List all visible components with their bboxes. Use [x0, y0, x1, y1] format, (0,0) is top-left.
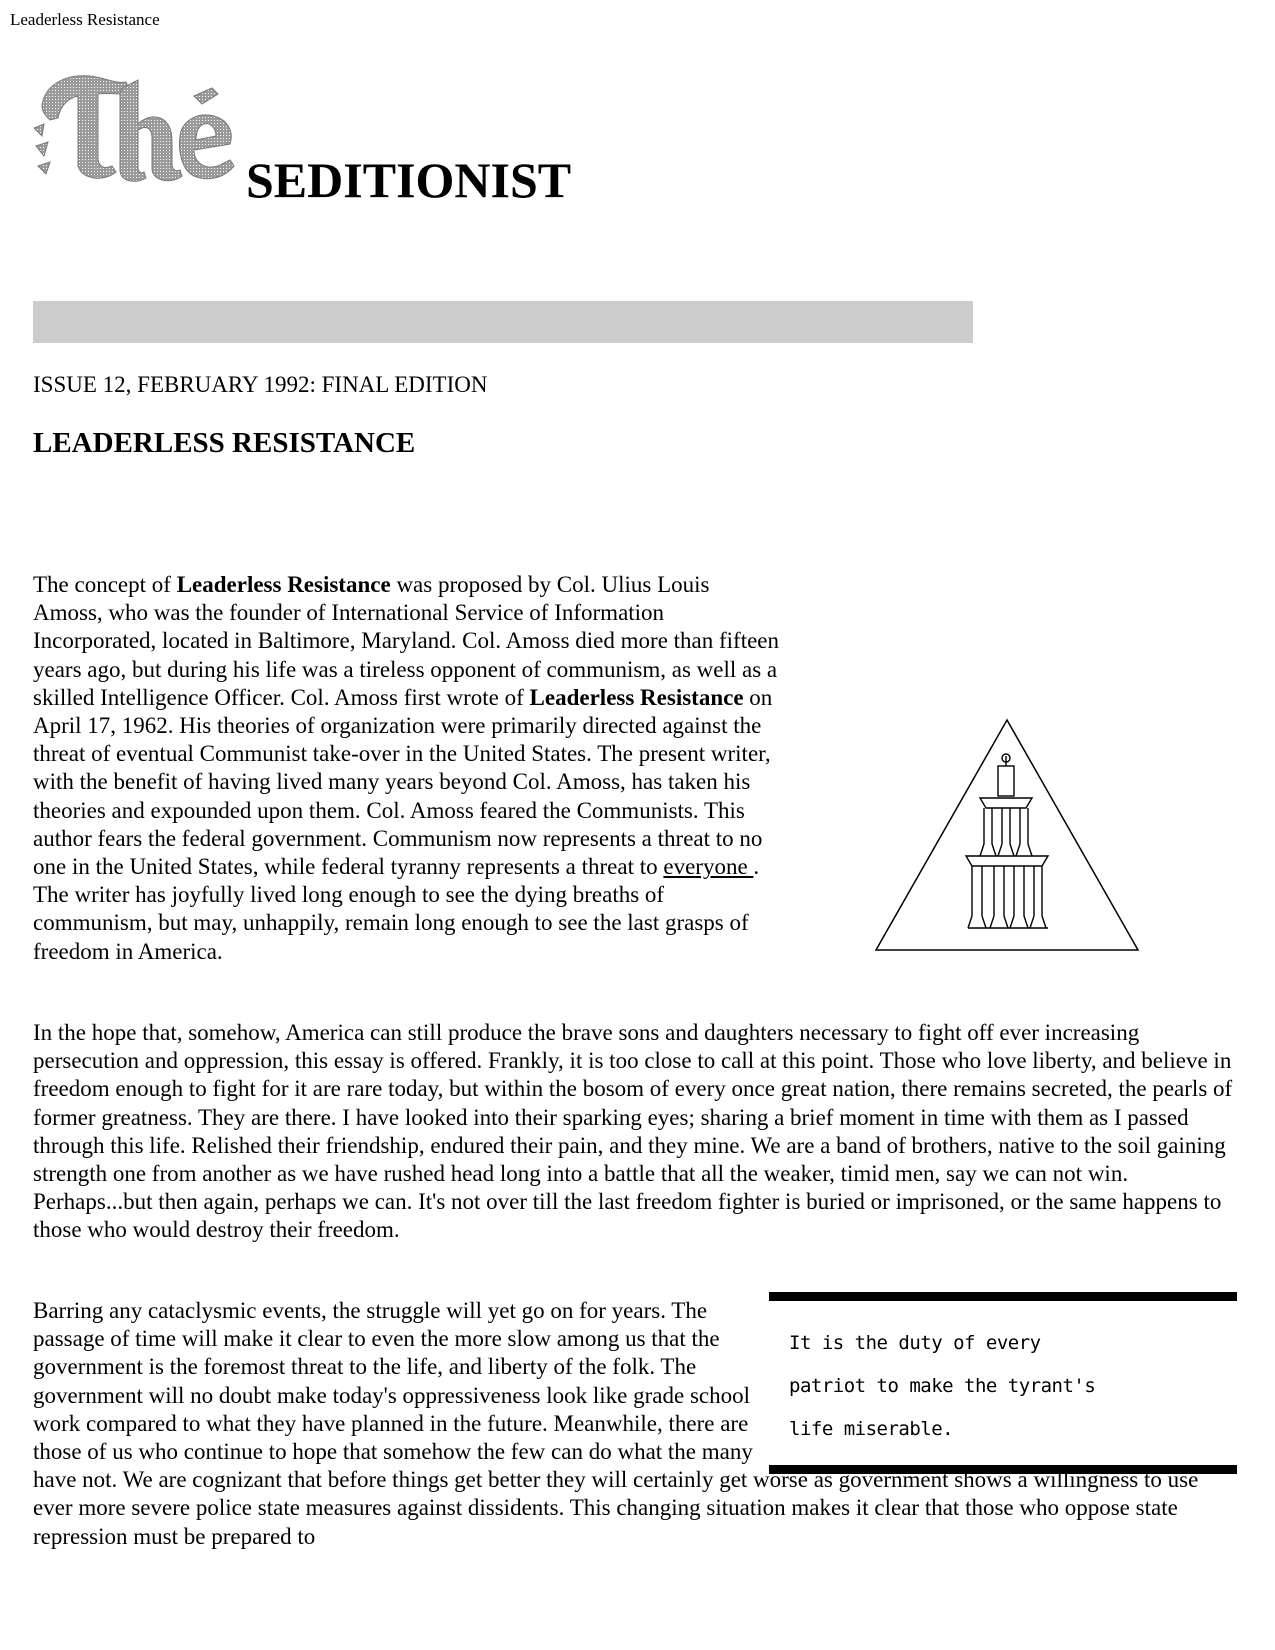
bold-term: Leaderless Resistance — [529, 684, 744, 710]
pull-quote — [769, 1292, 1237, 1474]
masthead — [34, 66, 634, 206]
underlined-term: everyone — [663, 854, 754, 880]
text-run: . The writer has joyfully lived long enough to see the dying breaths of communism, but may, unhappily, remain long enough to see the last grasps of freedom in America. — [33, 854, 760, 964]
pull-quote-line: It is the duty of every — [789, 1332, 1041, 1354]
masthead-title: SEDITIONIST — [246, 152, 572, 208]
text-run: Barring any cataclysmic events, the struggle will yet go on for years. The passage of time will make it clear to even the more slow among us that the government is the foremost threat to the life, and liberty of the folk. The government will no doubt make today's oppressiveness look like grade school work compared to what they have planned in the future. Meanwhile, there are those of us who continue to hope that somehow the few can do what the many have not. We are cognizant that before things get better they will certainly get worse as government shows a willingness to use ever more severe police state measures against dissidents. This changing situation makes it clear that those who oppose state repression must be prepared to — [33, 1298, 1199, 1549]
gothic-the-logo-icon — [34, 66, 244, 186]
bold-term: Leaderless Resistance — [176, 572, 391, 597]
body-paragraph-1 — [33, 571, 783, 966]
text-run: was proposed by Col. Ulius Louis Amoss, who was the founder of International Service of Information Incorporated, located in Baltimore, Maryland. Col. Amoss died more than fifteen years ago, but during his life was a tireless opponent of communism, as well as a skilled Intelligence Officer. Col. Amoss first wrote of — [33, 572, 780, 710]
article-title: LEADERLESS RESISTANCE — [33, 427, 416, 459]
text-run: on April 17, 1962. His theories of organization were primarily directed against the threat of eventual Communist take-over in the United States. The present writer, with the benefit of having lived many years beyond Col. Amoss, has taken his theories and expounded upon them. Col. Amoss feared the Communists. This author fears the federal government. Communism now represents a threat to no one in the United States, while federal tyranny represents a threat to — [33, 684, 773, 880]
text-run: The concept of — [33, 572, 177, 597]
pull-quote-line: patriot to make the tyrant's — [789, 1375, 1096, 1397]
header-rule-bar — [33, 301, 973, 343]
body-paragraph-2: In the hope that, somehow, America can still produce the brave sons and daughters necessary to fight off ever increasing persecution and oppression, this essay is offered. Frankly, it is too close to call at this point. Those who love liberty, and believe in freedom enough to fight for it are rare today, but within the bosom of every once great nation, there remains secreted, the pearls of former greatness. They are there. I have looked into their sparking eyes; sharing a brief moment in time with them as I passed through this life. Relished their friendship, endured their pain, and they mine. We are a band of brothers, native to the soil gaining strength one from another as we have rushed head long into a battle that all the weaker, timid men, say we can not win. Perhaps...but then again, perhaps we can. It's not over till the last freedom fighter is buried or imprisoned, or the same happens to those who would destroy their freedom. — [33, 1020, 1233, 1243]
running-head: Leaderless Resistance — [10, 10, 160, 29]
triangle-human-pyramid-emblem-icon — [872, 716, 1142, 956]
issue-line: ISSUE 12, FEBRUARY 1992: FINAL EDITION — [33, 372, 488, 397]
pull-quote-line: life miserable. — [789, 1418, 954, 1440]
